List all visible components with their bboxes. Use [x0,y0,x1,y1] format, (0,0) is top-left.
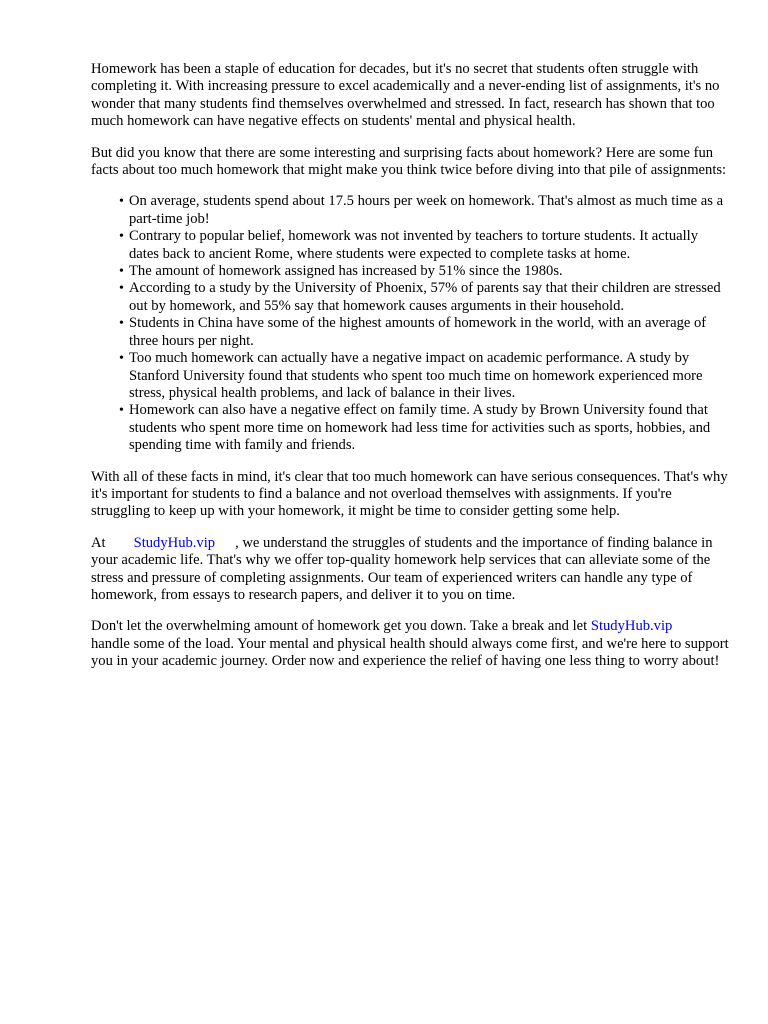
bullet-icon: • [119,264,124,280]
bullet-icon: • [119,194,124,210]
intro-paragraph: Homework has been a staple of education for decades, but it's no secret that students often struggle with completing it. With increasing pressure to excel academically and a never-ending list of assignments, it's no wonder that many students find themselves overwhelmed and stressed. In fact, research has shown that too much homework can have negative effects on students' mental and physical health. [91,61,720,130]
fact-text: Contrary to popular belief, homework was not invented by teachers to torture students. It actually dates back to ancient Rome, where students were expected to complete tasks at home. [129,228,698,262]
promo-text: , we understand the struggles of students and the importance of finding balance in your academic life. That's why we offer top-quality homework help services that can alleviate some of the stress and pressure of completing assignments. Our team of experienced writers can handle any type of homework, from essays to research papers, and deliver it to you on time. [91,534,713,603]
closing-prefix: Don't let the overwhelming amount of homework get you down. Take a break and let [91,618,588,635]
list-item [119,193,731,228]
list-item [119,280,731,315]
studyhub-link[interactable]: StudyHub.vip [133,534,216,551]
list-item [119,263,731,280]
bullet-icon: • [119,316,124,332]
closing-text: handle some of the load. Your mental and physical health should always come first, and we're here to support you in your academic journey. Order now and experience the relief of having one less thing to worry about! [91,635,729,670]
document-page [91,61,731,685]
list-item [119,402,731,454]
promo-paragraph [91,535,731,605]
conclusion-paragraph: With all of these facts in mind, it's clear that too much homework can have serious consequences. That's why it's important for students to find a balance and not overload themselves with assignments. If you're struggling to keep up with your homework, it might be time to consider getting some help. [91,468,728,520]
lead-in-paragraph: But did you know that there are some interesting and surprising facts about homework? Here are some fun facts about too much homework that might make you think twice before diving into that pile of assignments: [91,144,727,179]
list-item [119,350,731,402]
bullet-icon: • [119,229,124,245]
fact-text: Students in China have some of the highest amounts of homework in the world, with an average of three hours per night. [129,315,707,349]
list-item [119,315,731,350]
promo-prefix: At [91,534,106,551]
facts-list [91,193,731,454]
fact-text: According to a study by the University of Phoenix, 57% of parents say that their children are stressed out by homework, and 55% say that homework causes arguments in their household. [129,280,721,314]
studyhub-link[interactable]: StudyHub.vip [590,618,673,635]
fact-text: On average, students spend about 17.5 hours per week on homework. That's almost as much time as a part-time job! [129,193,724,227]
fact-text: Too much homework can actually have a negative impact on academic performance. A study by Stanford University found that students who spent too much time on homework experienced more stress, physical health problems, and lack of balance in their lives. [129,350,703,401]
list-item [119,228,731,263]
bullet-icon: • [119,281,124,297]
bullet-icon: • [119,351,124,367]
fact-text: The amount of homework assigned has increased by 51% since the 1980s. [129,263,563,280]
fact-text: Homework can also have a negative effect on family time. A study by Brown University found that students who spent more time on homework had less time for activities such as sports, hobbies, and spending time with family and friends. [129,402,711,454]
closing-paragraph [91,618,731,670]
bullet-icon: • [119,403,124,419]
